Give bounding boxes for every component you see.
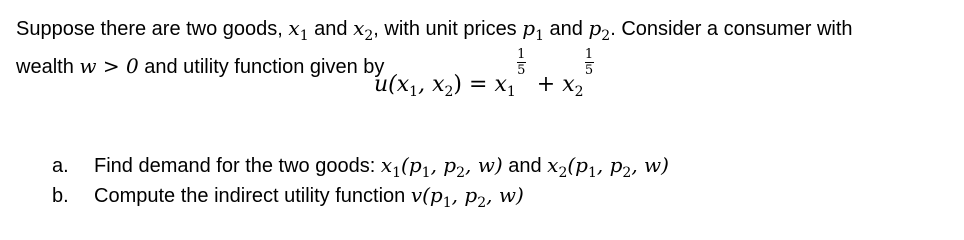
- question-marker: b.: [52, 185, 69, 207]
- utility-formula: $u(x_1$, $x_2) = x_1$ 1 5 + $x_2$ 1 5: [374, 47, 594, 100]
- question-text: Compute the indirect utility function $v(p_1$, $p_2$, w): [94, 183, 524, 211]
- question-item-a: [52, 150, 669, 180]
- x1-variable: $x_1$: [288, 16, 309, 44]
- p2-variable: $p_2$: [588, 16, 611, 44]
- question-marker: a.: [52, 155, 69, 177]
- demand-x2: $x_2(p_1$, $p_2$, w): [547, 153, 669, 181]
- p1-variable: $p_1$: [522, 16, 544, 44]
- wealth-condition: w > 0: [79, 54, 139, 78]
- question-list: [52, 150, 669, 210]
- exponent-fraction: 1 5: [517, 47, 526, 78]
- intro-line-2: wealth w > 0 and utility function given by: [16, 54, 385, 78]
- indirect-utility: $v(p_1$, $p_2$, w): [410, 183, 524, 211]
- demand-x1: $x_1(p_1$, $p_2$, w): [380, 153, 503, 181]
- intro-text: Suppose there are two goods,: [16, 18, 289, 40]
- intro-line-1: Suppose there are two goods, $x_1$ and $x_2$, with unit prices $p_1$ and $p_2$. Consider a consumer with: [16, 16, 853, 44]
- question-text: Find demand for the two goods: $x_1(p_1$, $p_2$, w) and $x_2(p_1$, $p_2$, w): [94, 153, 669, 181]
- x2-variable: $x_2$: [353, 16, 374, 44]
- utility-term-1: $x_1$ 1 5: [494, 47, 526, 100]
- exponent-fraction: 1 5: [584, 47, 594, 78]
- utility-term-2: $x_2$ 1 5: [562, 47, 594, 100]
